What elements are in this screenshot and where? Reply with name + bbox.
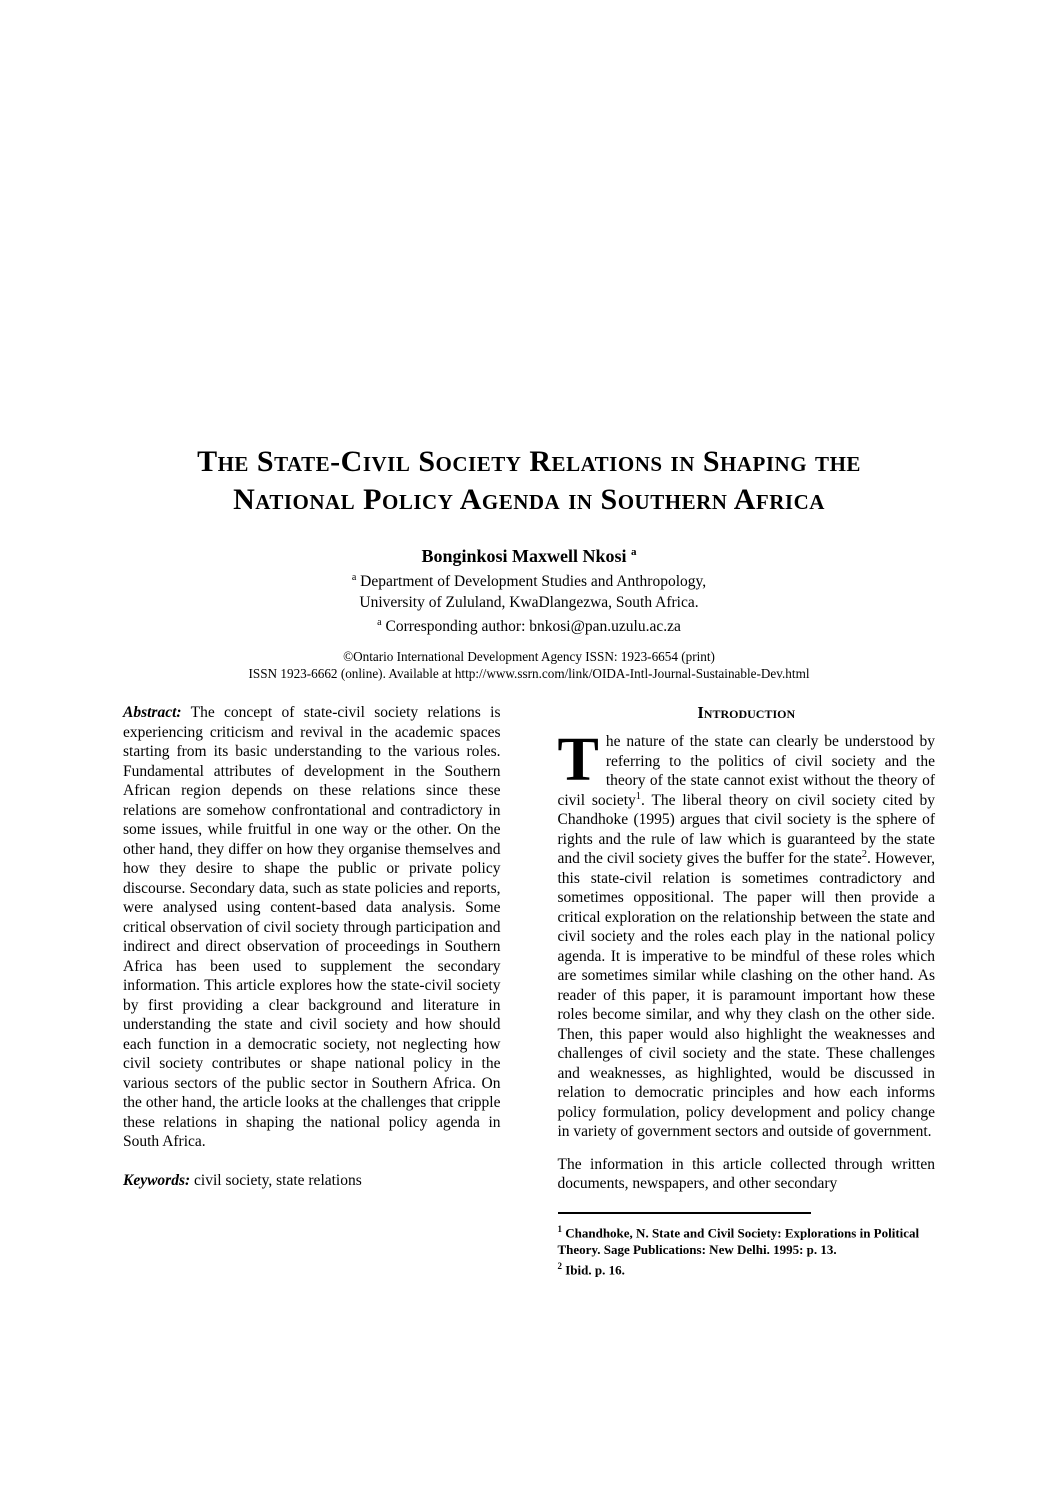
left-column — [123, 703, 501, 1278]
title-block — [0, 443, 1058, 519]
footnote-1-marker: 1 — [557, 1223, 562, 1234]
introduction-paragraph-2: The information in this article collected through written documents, newspapers, and other secondary — [557, 1155, 935, 1192]
introduction-heading: Introduction — [697, 703, 796, 722]
footnote-2-text: Ibid. p. 16. — [565, 1262, 625, 1278]
abstract-paragraph — [123, 703, 501, 1152]
footnote-block — [558, 1212, 936, 1279]
keywords-label: Keywords: — [123, 1171, 191, 1189]
keywords-text: civil society, state relations — [194, 1171, 362, 1189]
publisher-block — [0, 649, 1058, 682]
body-columns — [123, 703, 935, 1278]
paper-title-line-1: The State-Civil Society Relations in Shaping the — [197, 445, 861, 478]
right-column — [558, 703, 936, 1278]
abstract-label: Abstract: — [123, 704, 182, 721]
footnote-1-text: Chandhoke, N. State and Civil Society: Explorations in Political Theory. Sage Publications: New Delhi. 1995: p. 13. — [557, 1224, 920, 1257]
keywords-paragraph — [123, 1171, 501, 1191]
affiliation-line-1: $^a$ Department of Development Studies and Anthropology, — [351, 572, 707, 591]
author-affiliation-marker: a — [631, 546, 637, 558]
paper-title-line-2: National Policy Agenda in Southern Africa — [233, 483, 825, 516]
corresponding-author-marker: a — [377, 617, 382, 629]
drop-cap: T — [557, 726, 599, 794]
author-name: Bonginkosi Maxwell Nkosi $^a$ — [421, 546, 637, 566]
paper-title — [0, 443, 1058, 519]
publisher-line-2: ISSN 1923-6662 (online). Available at http://www.ssrn.com/link/OIDA-Intl-Journal-Sustainable-Dev.html — [248, 665, 810, 681]
publisher-line-1: ©Ontario International Development Agency ISSN: 1923-6654 (print) — [343, 649, 715, 664]
footnote-2-marker: 2 — [557, 1260, 562, 1271]
footnote-ref-1: 1 — [635, 790, 642, 802]
abstract-text: The concept of state-civil society relations is experiencing criticism and revival in the academic spaces starting from its basic understanding to the various roles. Fundamental attributes of development in the Southern African region depends on these relations since these relations are somehow confrontational and contradictory in some issues, while fruitful in one way or the other. On the other hand, they differ on how they organise themselves and how they desire to shape the public or private policy discourse. Secondary data, such as state policies and reports, were analysed using content-based data analysis. Some critical observation of civil society through participation and indirect and direct observation of proceedings in Southern Africa has been used to supplement the secondary information. This article explores how the state-civil society by first providing a clear background and literature in understanding the state and civil society and how should each function in a democratic society, not neglecting how civil society contributes or shape national policy in the various sectors of the public sector in Southern Africa. On the other hand, the article looks at the challenges that cripple these relations in shaping the national policy agenda in South Africa. — [123, 704, 501, 1150]
introduction-paragraph-1: The nature of the state can clearly be understood by referring to the politics of civil society and the theory of the state cannot exist without the theory of civil society$^1$. The liberal theory on civil society cited by Chandhoke (1995) argues that civil society is the sphere of rights and the rule of law which is guaranteed by the state and the civil society gives the buffer for the state$^2$. However, this state-civil relation is sometimes contradictory and sometimes oppositional. The paper will then provide a critical exploration on the relationship between the state and civil society and the roles each play in the national policy agenda. It is imperative to be mindful of these roles which are sometimes similar while clashing on the other hand. As reader of this paper, it is paramount important how these roles become similar, and why they clash on the other side. Then, this paper would also highlight the weaknesses and challenges of civil society and the state. These challenges and weaknesses, as highlighted, would be discussed in relation to democratic principles and how each informs policy formulation, policy development and policy change in variety of government sectors and outside of government. — [557, 726, 936, 1140]
footnote-divider — [558, 1212, 811, 1214]
corresponding-author-line — [0, 613, 1058, 638]
footnote-ref-2: 2 — [861, 848, 867, 860]
footnote-2 — [558, 1258, 936, 1278]
affiliation-marker: a — [351, 572, 357, 583]
corresponding-author-text: Corresponding author: bnkosi@pan.uzulu.ac.za — [385, 618, 681, 636]
affiliation-line-2: University of Zululand, KwaDlangezwa, South Africa. — [359, 593, 699, 611]
footnote-1 — [558, 1221, 936, 1258]
author-block — [0, 540, 1058, 638]
